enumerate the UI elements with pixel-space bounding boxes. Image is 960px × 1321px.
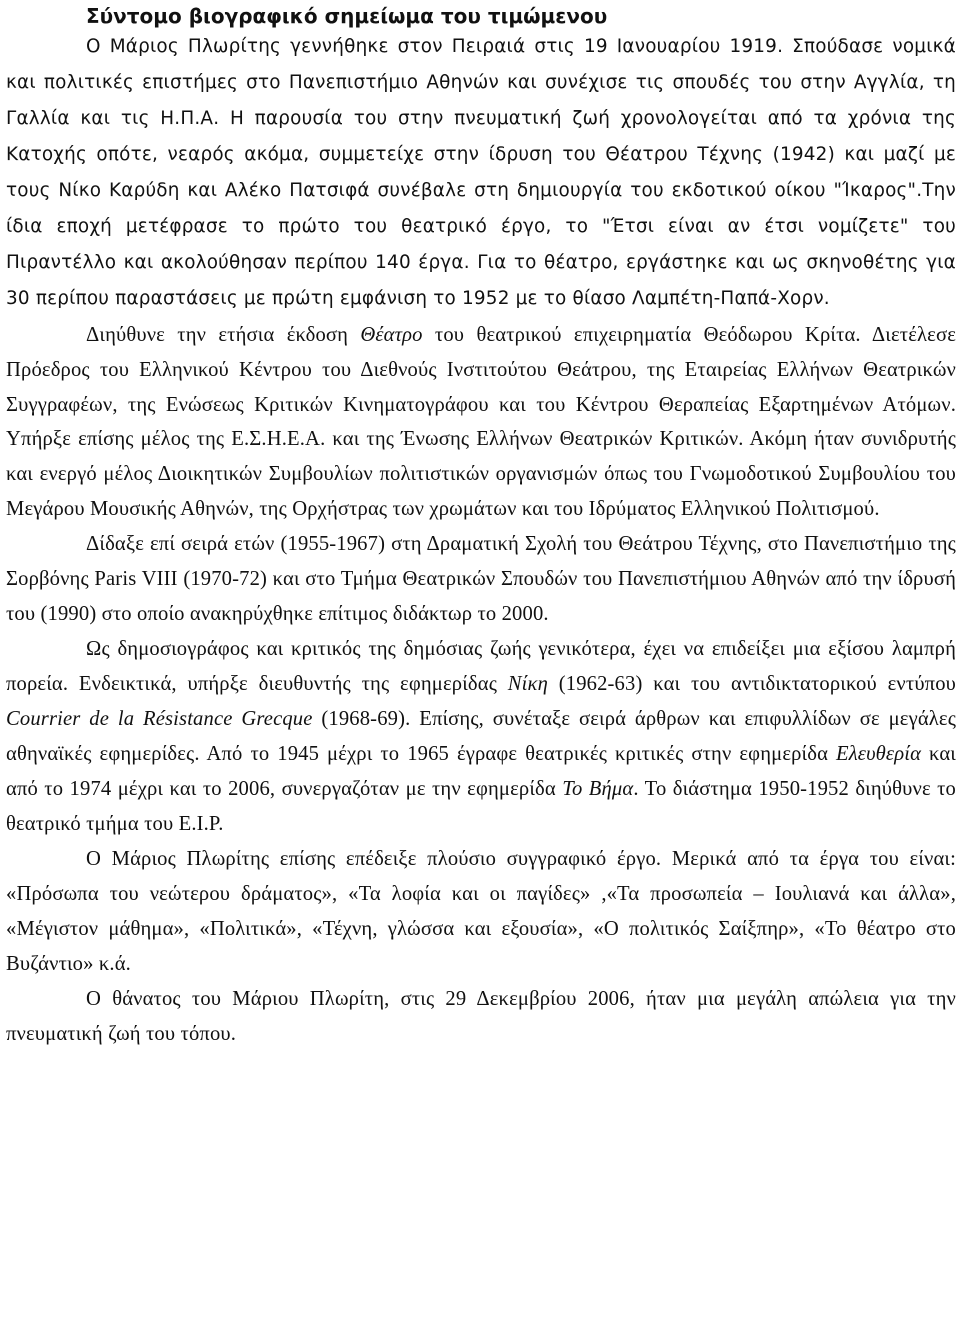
- newspaper-niki: Νίκη: [507, 673, 548, 696]
- paragraph-writings: Ο Μάριος Πλωρίτης επίσης επέδειξε πλούσιο συγγραφικό έργο. Μερικά από τα έργα του είναι: «Πρόσωπα του νεώτερου δράματος», «Τα λοφία και οι παγίδες» ,«Τα προσωπεία – Ιουλιανά και άλλα», «Μέγιστον μάθημα», «Πολιτικά», «Τέχνη, γλώσσα και εξουσία», «Ο πολιτικός Σαίξπηρ», «Το θέατρο στο Βυζάντιο» κ.ά.: [6, 847, 956, 975]
- newspaper-to-vima: Το Βήμα: [562, 778, 634, 801]
- document-title: Σύντομο βιογραφικό σημείωμα του τιμώμενου: [86, 4, 608, 28]
- paragraph-birth-and-studies: [6, 30, 956, 318]
- paragraph-teaching: Δίδαξε επί σειρά ετών (1955-1967) στη Δραματική Σχολή του Θεάτρου Τέχνης, στο Πανεπιστήμιο της Σορβόνης Paris VIII (1970-72) και στο Τμήμα Θεατρικών Σπουδών του Πανεπιστήμιου Αθηνών από την ίδρυσή του (1990) στο οποίο ανακηρύχθηκε επίτιμος διδάκτωρ το 2000.: [6, 533, 956, 626]
- journalism-text-2: (1962-63) και του αντιδικτατορικού εντύπου: [547, 673, 957, 696]
- paragraph-journalism: [6, 632, 956, 842]
- journalism-text-4: και από το 1974 μέχρι και το 2006, συνεργαζόταν με την εφημερίδα: [6, 743, 956, 801]
- roles-text-start: Διηύθυνε την ετήσια έκδοση: [86, 323, 361, 346]
- paragraph-death: Ο θάνατος του Μάριου Πλωρίτη, στις 29 Δεκεμβρίου 2006, ήταν μια μεγάλη απώλεια για την πνευματική ζωή του τόπου.: [6, 987, 956, 1045]
- journalism-text-1: Ως δημοσιογράφος και κριτικός της δημόσιας ζωής γενικότερα, έχει να επιδείξει μια εξίσου λαμπρή πορεία. Ενδεικτικά, υπήρξε διευθυντής της εφημερίδας: [6, 638, 956, 696]
- paragraph-birth-text: Ο Μάριος Πλωρίτης γεννήθηκε στον Πειραιά στις 19 Ιανουαρίου 1919. Σπούδασε νομικά και πολιτικές επιστήμες στο Πανεπιστήμιο Αθηνών και συνέχισε τις σπουδές του στην Αγγλία, τη Γαλλία και τις Η.Π.Α.: [6, 36, 956, 129]
- journalism-text-3: (1968-69). Επίσης, συνέταξε σειρά άρθρων και επιφυλλίδων σε μεγάλες αθηναϊκές εφημερίδες. Από το 1945 μέχρι το 1965 έγραφε θεατρικές κριτικές στην εφημερίδα: [6, 708, 957, 766]
- roles-publication-title: Θέατρο: [360, 323, 423, 346]
- document-page: [6, 0, 956, 1052]
- newspaper-courrier: Courrier de la Résistance Grecque: [6, 708, 313, 731]
- newspaper-eleftheria: Ελευθερία: [836, 743, 922, 766]
- paragraph-career-text: Η παρουσία του στην πνευματική ζωή χρονολογείται από τα χρόνια της Κατοχής οπότε, νεαρός ακόμα, συμμετείχε στην ίδρυση του Θέατρου Τέχνης (1942) και μαζί με τους Νίκο Καρύδη και Αλέκο Πατσιφά συνέβαλε στη δημιουργία του εκδοτικού οίκου "Ίκαρος".Την ίδια εποχή μετέφρασε το πρώτο του θεατρικό έργο, το "Έτσι είναι αν έτσι νομίζετε" του Πιραντέλλο και ακολούθησαν περίπου 140 έργα. Για το θέατρο, εργάστηκε και ως σκηνοθέτης για 30 περίπου παραστάσεις με πρώτη εμφάνιση το 1952 με το θίασο Λαμπέτη-Παπά-Χορν.: [6, 107, 956, 309]
- journalism-text-5: . Το διάστημα 1950-1952 διηύθυνε το θεατρικό τμήμα του Ε.Ι.Ρ.: [6, 778, 956, 835]
- roles-text-rest: του θεατρικού επιχειρηματία Θεόδωρου Κρίτα. Διετέλεσε Πρόεδρος του Ελληνικού Κέντρου του Διεθνούς Ινστιτούτου Θεάτρου, της Εταιρείας Ελλήνων Θεατρικών Συγγραφέων, της Ενώσεως Κριτικών Κινηματογράφου και του Κέντρου Θεραπείας Εξαρτημένων Ατόμων. Υπήρξε επίσης μέλος της Ε.Σ.Η.Ε.Α. και της Ένωσης Ελλήνων Θεατρικών Κριτικών. Ακόμη ήταν συνιδρυτής και ενεργό μέλος Διοικητικών Συμβουλίων πολιτιστικών οργανισμών όπως του Γνωμοδοτικού Συμβουλίου του Μεγάρου Μουσικής Αθηνών, της Ορχήστρας των χρωμάτων και του Ιδρύματος Ελληνικού Πολιτισμού.: [6, 323, 956, 521]
- paragraph-roles: [6, 318, 956, 528]
